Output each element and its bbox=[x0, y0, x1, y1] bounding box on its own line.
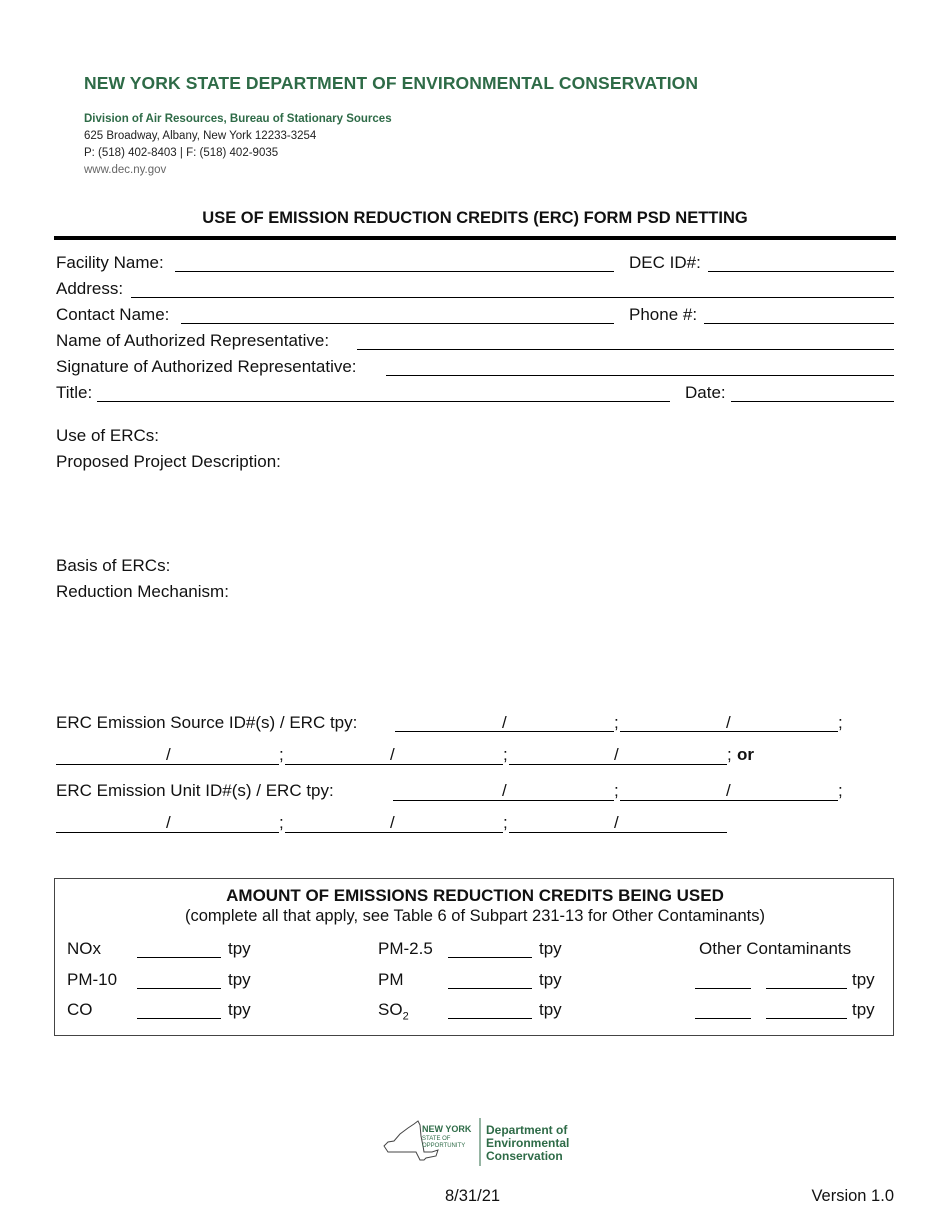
so2-text: SO bbox=[378, 1000, 403, 1019]
phone-fax: P: (518) 402-8403 | F: (518) 402-9035 bbox=[84, 147, 279, 159]
other-contaminants-header: Other Contaminants bbox=[699, 939, 852, 958]
pollutant-so2-label bbox=[378, 1000, 409, 1026]
semicolon: ; bbox=[838, 781, 843, 800]
slash: / bbox=[502, 713, 507, 732]
tpy-unit: tpy bbox=[539, 1000, 562, 1019]
semicolon: ; bbox=[503, 813, 508, 832]
logo-opportunity: OPPORTUNITY bbox=[422, 1143, 466, 1149]
tpy-unit: tpy bbox=[539, 939, 562, 958]
semicolon: ; bbox=[727, 745, 732, 764]
project-description-label: Proposed Project Description: bbox=[56, 452, 281, 471]
semicolon: ; bbox=[503, 745, 508, 764]
logo-dept-line-1: Department of bbox=[486, 1123, 568, 1137]
footer-date: 8/31/21 bbox=[445, 1187, 501, 1205]
tpy-unit: tpy bbox=[539, 970, 562, 989]
other-contaminant-tpy-field-2[interactable] bbox=[766, 1018, 847, 1019]
agency-name: NEW YORK STATE DEPARTMENT OF ENVIRONMENTAL CONSERVATION bbox=[84, 73, 699, 93]
phone-label: Phone #: bbox=[629, 305, 698, 324]
footer-version: Version 1.0 bbox=[811, 1187, 894, 1205]
or-connector: or bbox=[737, 745, 754, 764]
street-address: 625 Broadway, Albany, New York 12233-3254 bbox=[84, 130, 317, 142]
co-tpy-field[interactable] bbox=[137, 1018, 221, 1019]
rep-signature-field[interactable] bbox=[386, 375, 894, 376]
nys-dec-logo bbox=[380, 1116, 580, 1168]
tpy-unit: tpy bbox=[228, 939, 251, 958]
tpy-unit: tpy bbox=[852, 1000, 875, 1019]
logo-state-of: STATE OF bbox=[422, 1136, 451, 1142]
pollutant-nox-label: NOx bbox=[67, 939, 101, 958]
logo-dept-line-3: Conservation bbox=[486, 1149, 563, 1163]
facility-name-field[interactable] bbox=[175, 271, 614, 272]
address-label: Address: bbox=[56, 279, 124, 298]
reduction-mechanism-label: Reduction Mechanism: bbox=[56, 582, 229, 601]
logo-new-york: NEW YORK bbox=[422, 1124, 472, 1134]
slash: / bbox=[726, 781, 731, 800]
tpy-unit: tpy bbox=[228, 970, 251, 989]
so2-tpy-field[interactable] bbox=[448, 1018, 532, 1019]
emissions-box-title: AMOUNT OF EMISSIONS REDUCTION CREDITS BEING USED bbox=[226, 886, 724, 905]
pm-tpy-field[interactable] bbox=[448, 988, 532, 989]
other-contaminant-name-field-1[interactable] bbox=[695, 988, 751, 989]
slash: / bbox=[166, 745, 171, 764]
logo-dept-line-2: Environmental bbox=[486, 1136, 570, 1150]
nox-tpy-field[interactable] bbox=[137, 957, 221, 958]
contact-name-label: Contact Name: bbox=[56, 305, 170, 324]
use-of-ercs-heading: Use of ERCs: bbox=[56, 426, 159, 445]
pollutant-pm10-label: PM-10 bbox=[67, 970, 118, 989]
division-name: Division of Air Resources, Bureau of Stationary Sources bbox=[84, 113, 392, 125]
date-label: Date: bbox=[685, 383, 726, 402]
pollutant-pm-label: PM bbox=[378, 970, 404, 989]
rep-name-field[interactable] bbox=[357, 349, 894, 350]
slash: / bbox=[390, 745, 395, 764]
address-field[interactable] bbox=[131, 297, 894, 298]
other-contaminant-tpy-field-1[interactable] bbox=[766, 988, 847, 989]
semicolon: ; bbox=[614, 713, 619, 732]
slash: / bbox=[502, 781, 507, 800]
slash: / bbox=[166, 813, 171, 832]
semicolon: ; bbox=[614, 781, 619, 800]
emissions-box-subtitle: (complete all that apply, see Table 6 of Subpart 231-13 for Other Contaminants) bbox=[185, 907, 765, 925]
rep-signature-label: Signature of Authorized Representative: bbox=[56, 357, 357, 376]
date-field[interactable] bbox=[731, 401, 894, 402]
form-title: USE OF EMISSION REDUCTION CREDITS (ERC) FORM PSD NETTING bbox=[202, 209, 748, 227]
semicolon: ; bbox=[838, 713, 843, 732]
title-divider bbox=[54, 236, 896, 240]
phone-field[interactable] bbox=[704, 323, 894, 324]
tpy-unit: tpy bbox=[228, 1000, 251, 1019]
title-field[interactable] bbox=[97, 401, 670, 402]
basis-of-ercs-heading: Basis of ERCs: bbox=[56, 556, 171, 575]
slash: / bbox=[614, 813, 619, 832]
erc-source-label: ERC Emission Source ID#(s) / ERC tpy: bbox=[56, 713, 358, 732]
other-contaminant-name-field-2[interactable] bbox=[695, 1018, 751, 1019]
semicolon: ; bbox=[279, 745, 284, 764]
pollutant-pm25-label: PM-2.5 bbox=[378, 939, 433, 958]
semicolon: ; bbox=[279, 813, 284, 832]
title-label: Title: bbox=[56, 383, 93, 402]
slash: / bbox=[726, 713, 731, 732]
rep-name-label: Name of Authorized Representative: bbox=[56, 331, 330, 350]
dec-id-label: DEC ID#: bbox=[629, 253, 701, 272]
website-link[interactable]: www.dec.ny.gov bbox=[84, 164, 167, 176]
so2-subscript: 2 bbox=[402, 1010, 409, 1023]
facility-name-label: Facility Name: bbox=[56, 253, 164, 272]
pm10-tpy-field[interactable] bbox=[137, 988, 221, 989]
pm25-tpy-field[interactable] bbox=[448, 957, 532, 958]
pollutant-co-label: CO bbox=[67, 1000, 93, 1019]
dec-id-field[interactable] bbox=[708, 271, 894, 272]
slash: / bbox=[614, 745, 619, 764]
slash: / bbox=[390, 813, 395, 832]
erc-unit-label: ERC Emission Unit ID#(s) / ERC tpy: bbox=[56, 781, 334, 800]
tpy-unit: tpy bbox=[852, 970, 875, 989]
contact-name-field[interactable] bbox=[181, 323, 614, 324]
